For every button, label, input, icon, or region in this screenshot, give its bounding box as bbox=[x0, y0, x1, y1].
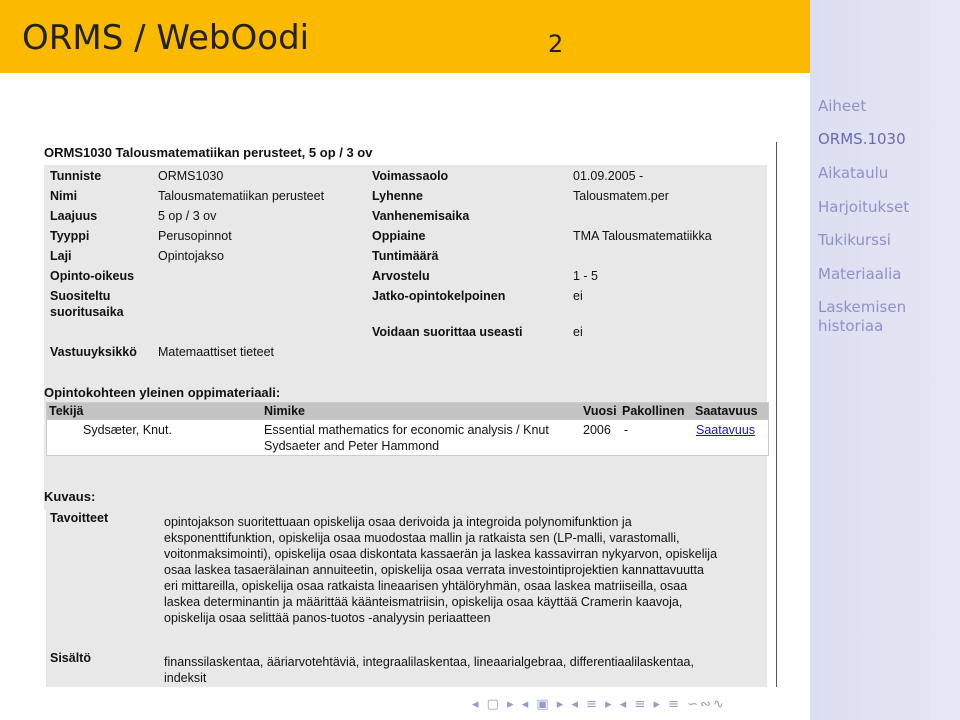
col-pakollinen: Pakollinen bbox=[622, 404, 685, 418]
tavoitteet-line: eksponenttifunktion, opiskelija osaa muodostaa mallin ja ratkaista sen (LP-malli, varastomalli, bbox=[164, 531, 680, 545]
sidebar-item-aikataulu[interactable]: Aikataulu bbox=[818, 164, 889, 182]
useasti-value: ei bbox=[573, 325, 583, 339]
tyyppi-label: Tyyppi bbox=[50, 229, 90, 243]
materials-title: Opintokohteen yleinen oppimateriaali: bbox=[44, 385, 281, 400]
sidebar-item-harjoitukset[interactable]: Harjoitukset bbox=[818, 198, 910, 216]
tavoitteet-line: eri mittareilla, opiskelija osaa ratkaista lineaarisen yhtälöryhmän, osaa laskea matriiseilla, osaa bbox=[164, 579, 688, 593]
course-info-table bbox=[44, 165, 767, 510]
sidebar-item-materiaalia[interactable]: Materiaalia bbox=[818, 265, 902, 283]
col-tekija: Tekijä bbox=[49, 404, 84, 418]
vanhenemisaika-label: Vanhenemisaika bbox=[372, 209, 470, 223]
row-vuosi: 2006 bbox=[583, 423, 611, 437]
suositeltu-label-2: suoritusaika bbox=[50, 305, 124, 319]
tavoitteet-line: osaa laskea tasaerälainan annuiteetin, opiskelija osaa verrata investointiprojektien kannattavuutta bbox=[164, 563, 704, 577]
vastuuyksikko-label: Vastuuyksikkö bbox=[50, 345, 137, 359]
saatavuus-link[interactable]: Saatavuus bbox=[696, 423, 756, 437]
sidebar-item-aiheet[interactable]: Aiheet bbox=[818, 97, 867, 115]
tavoitteet-line: laskea determinantin ja määrittää käänteismatriisin, opiskelija osaa käyttää Cramerin kaavoja, bbox=[164, 595, 683, 609]
jatko-opintokelpoinen-label: Jatko-opintokelpoinen bbox=[372, 289, 506, 303]
materials-table bbox=[46, 402, 769, 456]
tavoitteet-line: voitonmaksimointi), opiskelija osaa diskontata kassaerän ja laskea kassavirran nykyarvon, opiskelija bbox=[164, 547, 718, 561]
col-saatavuus: Saatavuus bbox=[695, 404, 758, 418]
beamer-navigation-icons[interactable]: ◂ ▢ ▸ ◂ ▣ ▸ ◂ ≡ ▸ ◂ ≡ ▸ ≡ ∽∾∿ bbox=[472, 697, 726, 712]
sisalto-line: indeksit bbox=[164, 671, 207, 685]
tavoitteet-line: opiskelija osaa selittää panos-tuotos -analyysin periaatteen bbox=[164, 611, 491, 625]
arvostelu-value: 1 - 5 bbox=[573, 269, 599, 283]
nimi-value: Talousmatematiikan perusteet bbox=[158, 189, 325, 203]
suositeltu-label-1: Suositeltu bbox=[50, 289, 111, 303]
oppiaine-value: TMA Talousmatematiikka bbox=[573, 229, 712, 243]
tunniste-label: Tunniste bbox=[50, 169, 102, 183]
row-tekija: Sydsæter, Knut. bbox=[83, 423, 172, 437]
voimassaolo-label: Voimassaolo bbox=[372, 169, 449, 183]
tunniste-value: ORMS1030 bbox=[158, 169, 224, 183]
col-vuosi: Vuosi bbox=[583, 404, 617, 418]
content-divider bbox=[776, 142, 777, 687]
opinto-oikeus-label: Opinto-oikeus bbox=[50, 269, 135, 283]
course-title: ORMS1030 Talousmatematiikan perusteet, 5 op / 3 ov bbox=[44, 145, 373, 160]
tavoitteet-text bbox=[164, 514, 764, 626]
description-title: Kuvaus: bbox=[44, 489, 96, 504]
slide-title: ORMS / WebOodi bbox=[22, 18, 310, 58]
nimi-label: Nimi bbox=[50, 189, 78, 203]
laji-label: Laji bbox=[50, 249, 72, 263]
page-number: 2 bbox=[548, 30, 564, 58]
row-pakollinen: - bbox=[624, 423, 629, 437]
description-box bbox=[46, 506, 767, 687]
laji-value: Opintojakso bbox=[158, 249, 225, 263]
lyhenne-value: Talousmatem.per bbox=[573, 189, 669, 203]
arvostelu-label: Arvostelu bbox=[372, 269, 430, 283]
sisalto-line: finanssilaskentaa, ääriarvotehtäviä, integraalilaskentaa, lineaarialgebraa, differentiaalilaskentaa, bbox=[164, 655, 694, 669]
jatko-opintokelpoinen-value: ei bbox=[573, 289, 583, 303]
tavoitteet-line: opintojakson suoritettuaan opiskelija osaa derivoida ja integroida polynomifunktion ja bbox=[164, 515, 632, 529]
row-nimike-line-1: Essential mathematics for economic analysis / Knut bbox=[264, 423, 549, 437]
tyyppi-value: Perusopinnot bbox=[158, 229, 232, 243]
laajuus-label: Laajuus bbox=[50, 209, 98, 223]
voimassaolo-value: 01.09.2005 - bbox=[573, 169, 644, 183]
materials-table-header bbox=[47, 403, 768, 420]
sidebar-item-tukikurssi[interactable]: Tukikurssi bbox=[818, 231, 891, 249]
sidebar-item-laskemisen-historiaa[interactable]: Laskemisen historiaa bbox=[818, 298, 907, 335]
lyhenne-label: Lyhenne bbox=[372, 189, 423, 203]
laajuus-value: 5 op / 3 ov bbox=[158, 209, 217, 223]
oppiaine-label: Oppiaine bbox=[372, 229, 426, 243]
slide-header bbox=[0, 0, 810, 73]
useasti-label: Voidaan suorittaa useasti bbox=[372, 325, 523, 339]
tuntimaara-label: Tuntimäärä bbox=[372, 249, 439, 263]
sidebar-nav bbox=[810, 0, 960, 720]
sisalto-text bbox=[164, 654, 764, 686]
sisalto-label: Sisältö bbox=[50, 651, 91, 665]
col-nimike: Nimike bbox=[264, 404, 305, 418]
table-row bbox=[47, 421, 768, 455]
vastuuyksikko-value: Matemaattiset tieteet bbox=[158, 345, 275, 359]
row-nimike-line-2: Sydsaeter and Peter Hammond bbox=[264, 439, 440, 453]
tavoitteet-label: Tavoitteet bbox=[50, 511, 109, 525]
sidebar-item-orms1030[interactable]: ORMS.1030 bbox=[818, 130, 906, 148]
